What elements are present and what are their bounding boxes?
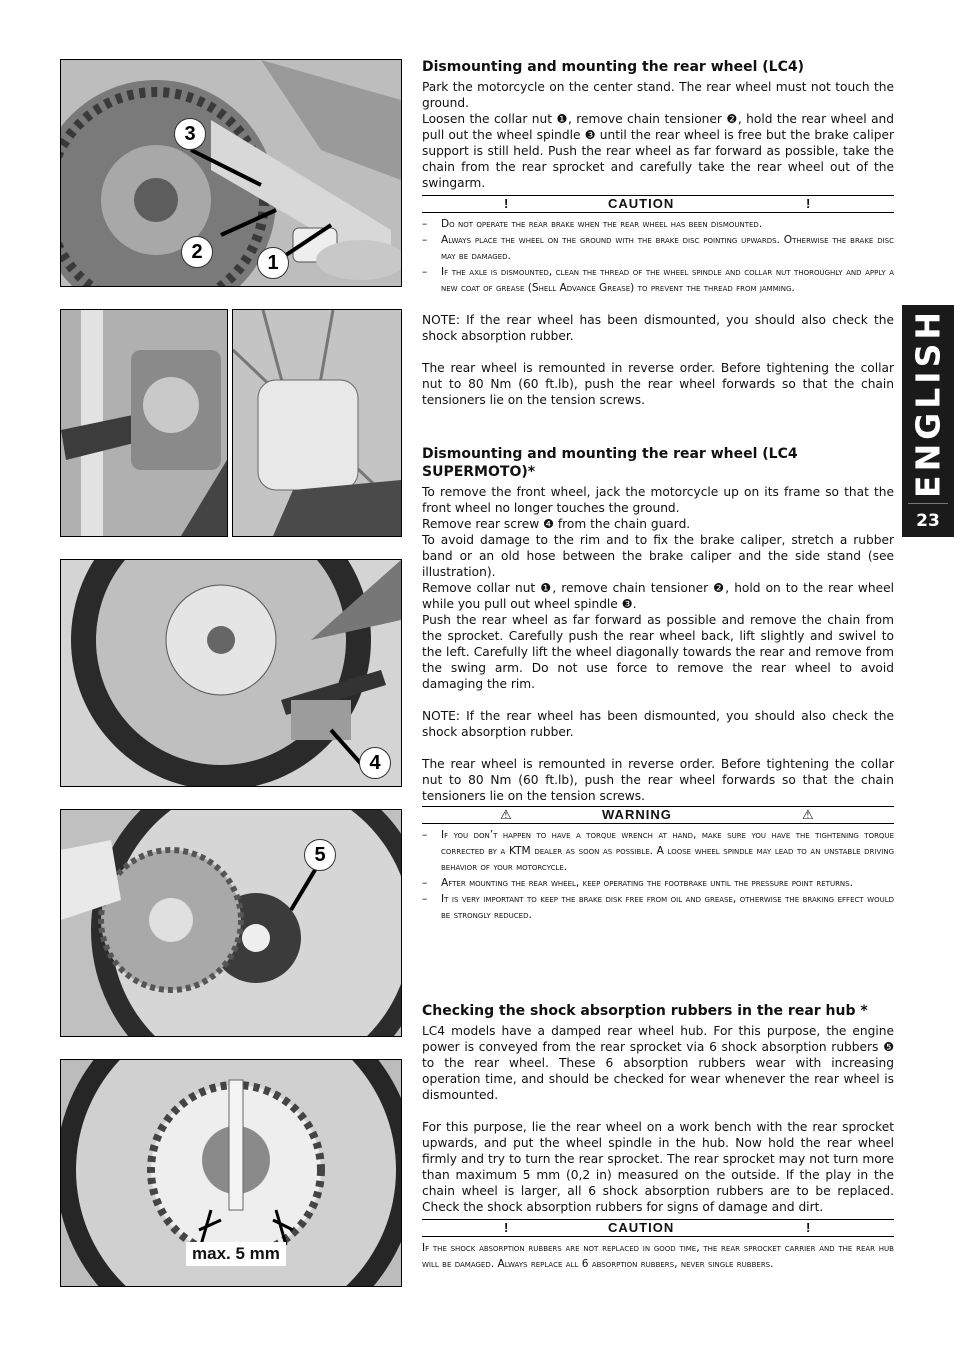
caution-item: – Do not operate the rear brake when the rear wheel has been dismounted. — [422, 218, 763, 230]
caution-item: – If the axle is dismounted, clean the thread of the wheel spindle and collar nut thoroughly and apply a new coat of grease (Shell Advance Grease) to prevent the thread from jamming. — [422, 266, 894, 294]
caution-text: If the shock absorption rubbers are not replaced in good time, the rear sprocket carrier and the rear hub will be damaged. Always replace all 6 absorption rubbers, never single rubbers. — [422, 1242, 894, 1270]
callout-2: 2 — [181, 236, 213, 268]
photo-chain-tensioner-image — [61, 60, 401, 286]
paragraph: The rear wheel is remounted in reverse order. Before tightening the collar nut to 80 Nm (60 ft.lb), push the rear wheel forwards so that the chain tensioners lie on the tension screws. — [422, 757, 894, 803]
paragraph: For this purpose, lie the rear wheel on a work bench with the rear sprocket upwards, and put the wheel spindle in the hub. Now hold the rear wheel firmly and try to turn the rear sprocket. The rear sprocket may not turn more than maximum 5 mm (0,2 in) measured on the outside. If the play in the chain wheel is larger, all 6 shock absorption rubbers are to be replaced. Check the shock absorption rubbers for signs of damage and dirt. — [422, 1120, 894, 1214]
paragraph: Loosen the collar nut ❶, remove chain tensioner ❷, hold the rear wheel and pull out the wheel spindle ❸ until the rear wheel is free but the brake caliper support is still held. Push the rear wheel as far forward as possible, take the chain from the rear sprocket and carefully take the rear wheel out of the swingarm. — [422, 112, 894, 190]
warning-item: – If you don’t happen to have a torque wrench at hand, make sure you have the tightening torque corrected by a KTM dealer as soon as possible. A loose wheel spindle may lead to an unstable driving behavior of your motorcycle. — [422, 829, 894, 873]
caution-label: CAUTION — [608, 1220, 675, 1235]
warning-bar — [422, 806, 894, 824]
warning-item: – It is very important to keep the brake disk free from oil and grease, otherwise the braking effect would be strongly reduced. — [422, 893, 894, 921]
paragraph: The rear wheel is remounted in reverse order. Before tightening the collar nut to 80 Nm (60 ft.lb), push the rear wheel forwards so that the chain tensioners lie on the tension screws. — [422, 361, 894, 407]
callout-5: 5 — [304, 839, 336, 871]
caution-bar — [422, 195, 894, 213]
callout-4: 4 — [359, 747, 391, 779]
warning-triangle-icon: ⚠ — [802, 807, 815, 822]
caution-bar — [422, 1219, 894, 1237]
paragraph: To avoid damage to the rim and to fix the brake caliper, stretch a rubber band or an old hose between the brake caliper and the side stand (see illustration). — [422, 533, 894, 579]
warning-triangle-icon: ⚠ — [500, 807, 513, 822]
caution-item: – Always place the wheel on the ground with the brake disc pointing upwards. Otherwise the brake disc may be damaged. — [422, 234, 894, 262]
callout-1: 1 — [257, 247, 289, 279]
section-title: Dismounting and mounting the rear wheel (LC4 SUPERMOTO)* — [422, 446, 798, 480]
paragraph: Remove rear screw ❹ from the chain guard. — [422, 517, 691, 531]
photo-hub-sprocket-image — [61, 810, 401, 1036]
figure-supermoto-wheel-photo — [60, 559, 402, 787]
exclamation-icon: ! — [504, 1220, 510, 1235]
warning-label: WARNING — [602, 807, 672, 822]
paragraph: Park the motorcycle on the center stand. The rear wheel must not touch the ground. — [422, 80, 894, 110]
section-title: Checking the shock absorption rubbers in the rear hub * — [422, 1003, 868, 1019]
caution-label: CAUTION — [608, 196, 675, 211]
section-rear-wheel-lc4 — [422, 58, 894, 408]
figure-brake-caliper-photo — [232, 309, 402, 537]
figure-chain-tensioner-photo — [60, 59, 402, 287]
warning-item: – After mounting the rear wheel, keep operating the footbrake until the pressure point returns. — [422, 877, 853, 889]
paragraph: Push the rear wheel as far forward as possible and remove the chain from the sprocket. Carefully push the rear wheel back, lift slightly and swivel to the left. Carefully lift the wheel diagonally towards the rear and remove from the swing arm. Do not use force to remove the rear wheel to avoid damaging the rim. — [422, 613, 894, 691]
paragraph: To remove the front wheel, jack the motorcycle up on its frame so that the front wheel no longer touches the ground. — [422, 485, 894, 515]
photo-supermoto-wheel-image — [61, 560, 401, 786]
note: NOTE: If the rear wheel has been dismounted, you should also check the shock absorption rubber. — [422, 709, 894, 739]
exclamation-icon: ! — [806, 1220, 812, 1235]
note: NOTE: If the rear wheel has been dismounted, you should also check the shock absorption rubber. — [422, 313, 894, 343]
callout-3: 3 — [174, 118, 206, 150]
page-number: 23 — [916, 511, 940, 531]
paragraph: Remove collar nut ❶, remove chain tensioner ❷, hold on to the rear wheel while you pull out wheel spindle ❸. — [422, 581, 894, 611]
section-shock-absorption-rubbers — [422, 1002, 894, 1272]
figure-hub-sprocket-photo — [60, 809, 402, 1037]
figure-sprocket-play-photo — [60, 1059, 402, 1287]
language-tab — [902, 305, 954, 537]
play-measure-label: max. 5 mm — [186, 1242, 286, 1266]
section-rear-wheel-supermoto — [422, 445, 894, 923]
language-label: ENGLISH — [908, 308, 948, 498]
tab-divider — [908, 503, 948, 504]
section-title: Dismounting and mounting the rear wheel (LC4) — [422, 59, 804, 75]
photo-rubber-band-image — [61, 310, 227, 536]
exclamation-icon: ! — [806, 196, 812, 211]
figure-brake-caliper-band-photo — [60, 309, 228, 537]
paragraph: LC4 models have a damped rear wheel hub. For this purpose, the engine power is conveyed from the rear sprocket via 6 shock absorption rubbers ❺ to the rear wheel. These 6 absorption rubbers wear with increasing operation time, and should be checked for wear whenever the rear wheel is dismounted. — [422, 1024, 894, 1102]
exclamation-icon: ! — [504, 196, 510, 211]
photo-brake-caliper-image — [233, 310, 401, 536]
